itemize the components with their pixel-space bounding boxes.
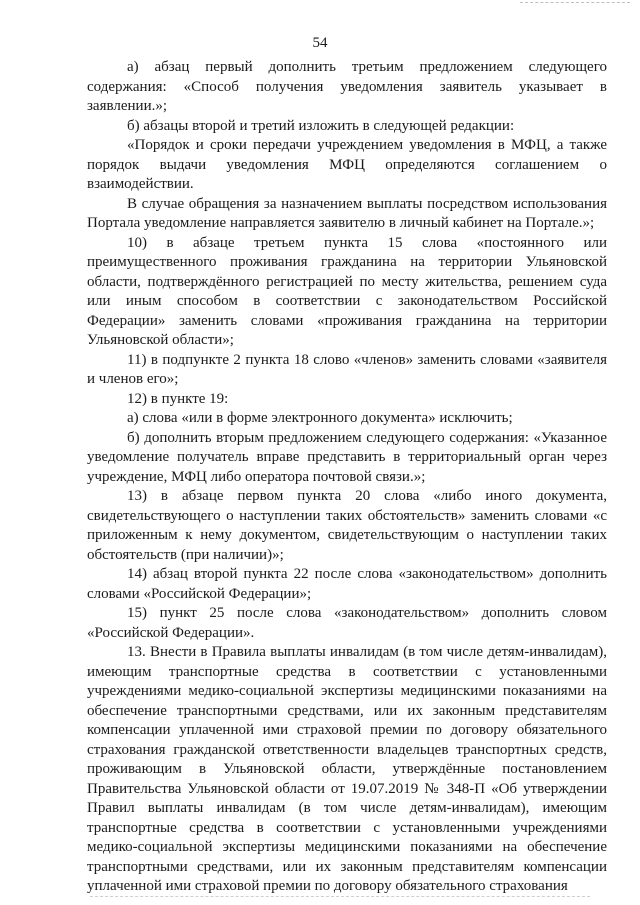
paragraph: В случае обращения за назначением выплаты посредством использования Портала уведомление направляется заявителю в личный кабинет на Портале.»;: [87, 195, 607, 231]
paragraph: а) абзац первый дополнить третьим предложением следующего содержания: «Способ получения уведомления заявитель указывает в заявлении.»;: [87, 59, 607, 114]
paragraph: 11) в подпункте 2 пункта 18 слово «членов» заменить словами «заявителя и членов его»;: [87, 351, 607, 387]
paragraph: б) дополнить вторым предложением следующего содержания: «Указанное уведомление получатель вправе представить в территориальный орган через учреждение, МФЦ либо оператора почтовой связи.»;: [87, 429, 607, 485]
scan-edge-bottom: [90, 896, 590, 899]
paragraph: а) слова «или в форме электронного документа» исключить;: [127, 410, 513, 426]
paragraph: 14) абзац второй пункта 22 после слова «законодательством» дополнить словами «Российской Федерации»;: [87, 566, 607, 602]
paragraph: «Порядок и сроки передачи учреждением уведомления в МФЦ, а также порядок выдачи уведомления МФЦ определяются соглашением о взаимодействии.: [87, 137, 607, 192]
paragraph: 15) пункт 25 после слова «законодательством» дополнить словом «Российской Федерации».: [87, 605, 607, 641]
document-body: [87, 58, 607, 897]
paragraph: 12) в пункте 19:: [127, 390, 229, 407]
paragraph: 13. Внести в Правила выплаты инвалидам (в том числе детям-инвалидам), имеющим транспортные средства в соответствии с установленными учреждениями медико-социальной экспертизы медицинскими показаниями на обеспечение транспортными средствами, или их законным представителям компенсации уплаченной ими страховой премии по договору обязательного страхования гражданской ответственности владельцев транспортных средств, проживающим в Ульяновской области, утверждённые постановлением Правительства Ульяновской области от 19.07.2019 № 348-П «Об утверждении Правил выплаты инвалидам (в том числе детям-инвалидам), имеющим транспортные средства в соответствии с установленными учреждениями медико-социальной экспертизы медицинскими показаниями на обеспечение транспортными средствами, или их законным представителям компенсации уплаченной ими страховой премии по договору обязательного страхования: [87, 644, 607, 894]
paragraph: 10) в абзаце третьем пункта 15 слова «постоянного или преимущественного проживания гражданина на территории Ульяновской области, подтверждённого регистрацией по месту жительства, решением суда или иным способом в соответствии с законодательством Российской Федерации» заменить словами «проживания гражданина на территории Ульяновской области»;: [87, 234, 607, 348]
page-number: 54: [312, 35, 328, 51]
paragraph: 13) в абзаце первом пункта 20 слова «либо иного документа, свидетельствующего о наступлении таких обстоятельств» заменить словами «с приложенным к нему документом, свидетельствующим о наступлении таких обстоятельств (при наличии)»;: [87, 488, 607, 563]
paragraph: б) абзацы второй и третий изложить в следующей редакции:: [127, 117, 515, 134]
scan-edge-top: [520, 2, 630, 5]
